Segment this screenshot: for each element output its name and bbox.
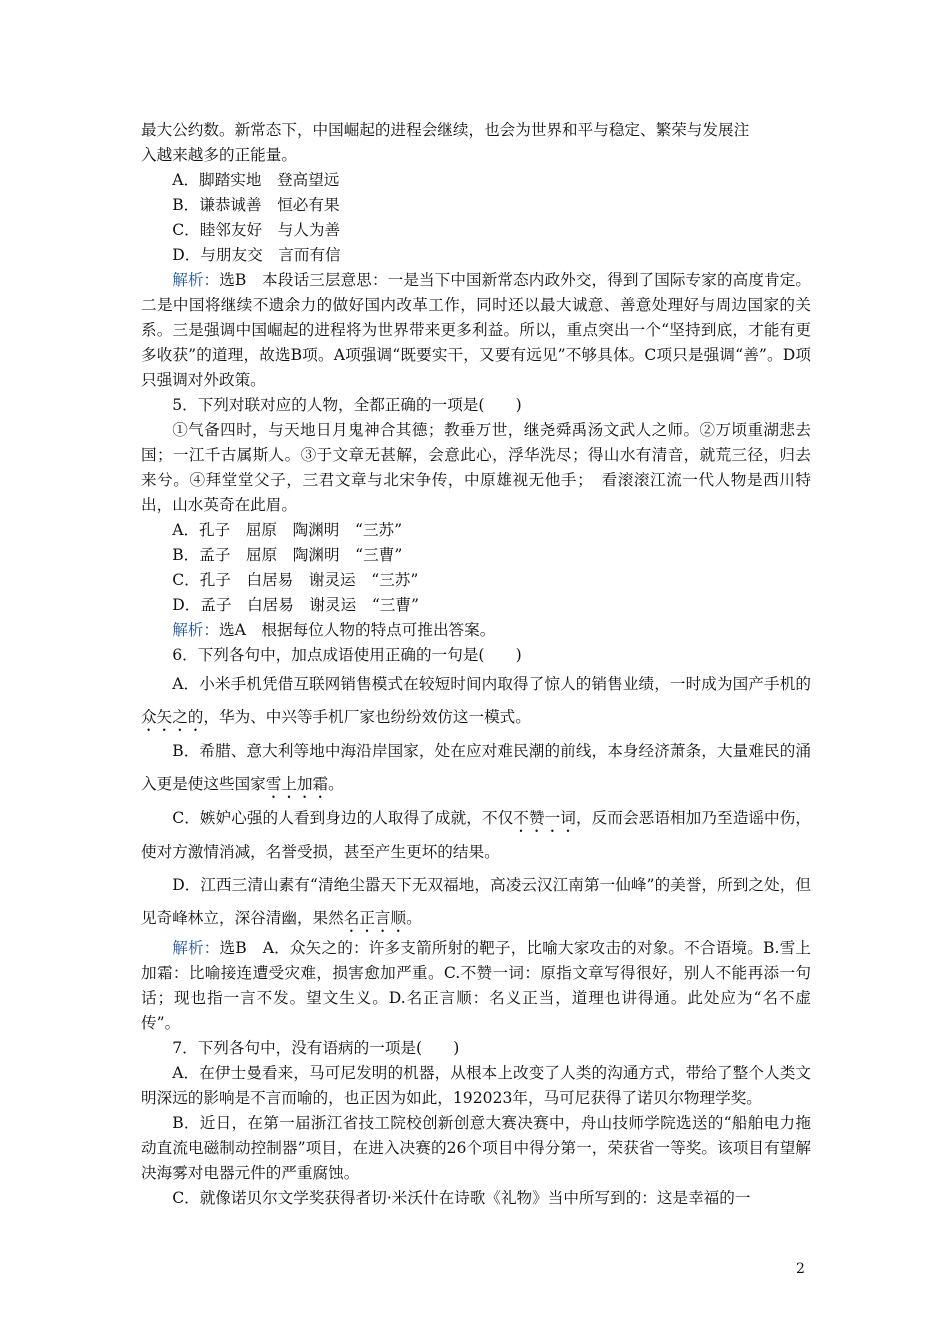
q5-option-d: D．孟子 白居易 谢灵运 “三曹”: [172, 596, 419, 614]
q6-option-d: [141, 869, 811, 936]
q6-c-idiom: 不赞一词: [513, 809, 576, 827]
q7-option-c: C．就像诺贝尔文学奖获得者切·米沃什在诗歌《礼物》当中所写到的：这是幸福的一: [172, 1189, 751, 1207]
q5-stem: 5．下列对联对应的人物，全都正确的一项是( ): [172, 396, 522, 414]
q6-stem: 6．下列各句中，加点成语使用正确的一句是( ): [172, 646, 522, 664]
analysis-label: 解析：: [172, 621, 219, 639]
q6-option-c: [141, 802, 811, 869]
q6-d-idiom: 名正言顺: [343, 909, 407, 927]
q6-option-b: [141, 735, 811, 802]
q5-option-a: A．孔子 屈原 陶渊明 “三苏”: [172, 521, 403, 539]
q4-analysis-text: 选B 本段话三层意思：一是当下中国新常态内政外交，得到了国际专家的高度肯定。二是中国将继续不遗余力的做好国内改革工作，同时还以最大诚意、善意处理好与周边国家的关系。三是强调中国崛起的进程将为世界带来更多利益。所以，重点突出一个“坚持到底，才能有更多收获”的道理，故选B项。A项强调“既要实干，又要有远见”不够具体。C项只是强调“善”。D项只强调对外政策。: [141, 271, 811, 389]
q6-b-idiom: 雪上加霜: [265, 775, 329, 793]
page-number: 2: [796, 1261, 805, 1277]
intro-line-1: 最大公约数。新常态下，中国崛起的进程会继续，也会为世界和平与稳定、繁荣与发展注: [141, 121, 750, 139]
q6-analysis: [141, 936, 811, 1036]
q4-analysis: [141, 268, 811, 393]
q7-option-a: A．在伊士曼看来，马可尼发明的机器，从根本上改变了人类的沟通方式，带给了整个人类文明深远的影响是不言而喻的，也正因为如此，192023年，马可尼获得了诺贝尔物理学奖。: [141, 1064, 811, 1107]
q6-b-post: 。: [328, 775, 344, 793]
q4-option-d: D．与朋友交 言而有信: [172, 246, 341, 264]
q4-option-a: A．脚踏实地 登高望远: [172, 171, 340, 189]
q6-d-post: 。: [406, 909, 422, 927]
q7-option-b: B．近日，在第一届浙江省技工院校创新创意大赛决赛中，舟山技师学院选送的“船舶电力拖动直流电磁制动控制器”项目，在进入决赛的26个项目中得分第一，荣获省一等奖。该项目有望解决海雾对电器元件的严重腐蚀。: [141, 1114, 811, 1182]
q5-option-c: C．孔子 白居易 谢灵运 “三苏”: [172, 571, 419, 589]
q5-analysis: [141, 618, 811, 643]
q6-a-post: ，华为、中兴等手机厂家也纷纷效仿这一模式。: [203, 708, 531, 726]
q5-analysis-text: 选A 根据每位人物的特点可推出答案。: [218, 621, 496, 639]
q6-option-a: [141, 668, 811, 735]
document-body: [141, 118, 811, 1211]
q4-option-c: C．睦邻友好 与人为善: [172, 221, 341, 239]
q6-a-idiom: 众矢之的: [141, 708, 204, 726]
q4-option-b: B．谦恭诚善 恒必有果: [172, 196, 340, 214]
q6-analysis-text: 选B A．众矢之的：许多支箭所射的靶子，比喻大家攻击的对象。不合语境。B.雪上加霜：比喻接连遭受灾难，损害愈加严重。C.不赞一词：原指文章写得很好，别人不能再添一句话；现也指一言不发。望文生义。D.名正言顺：名义正当，道理也讲得通。此处应为“名不虚传”。: [141, 939, 811, 1032]
q6-c-post: ，反而会恶语相加乃至造谣中伤，使对方激情消减，名誉受损，甚至产生更坏的结果。: [141, 809, 811, 861]
q6-c-pre: C．嫉妒心强的人看到身边的人取得了成就，不仅: [172, 809, 514, 827]
q6-b-pre: B．希腊、意大利等地中海沿岸国家，处在应对难民潮的前线，本身经济萧条，大量难民的涌入更是使这些国家: [141, 742, 811, 793]
analysis-label: 解析：: [172, 939, 220, 957]
analysis-label: 解析：: [172, 271, 220, 289]
q5-body: ①气备四时，与天地日月鬼神合其德；教垂万世，继尧舜禹汤文武人之师。②万顷重湖悲去国；一江千古属斯人。③于文章无甚解，会意此心，浮华洗尽；得山水有清音，就荒三径，归去来兮。④拜堂堂父子，三君文章与北宋争传，中原雄视无他手； 看滚滚江流一代人物是西川特出，山水英奇在此眉。: [141, 421, 811, 514]
q5-option-b: B．孟子 屈原 陶渊明 “三曹”: [172, 546, 403, 564]
q6-a-pre: A．小米手机凭借互联网销售模式在较短时间内取得了惊人的销售业绩，一时成为国产手机的: [172, 675, 811, 693]
intro-line-2: 入越来越多的正能量。: [141, 146, 297, 164]
q6-d-pre: D．江西三清山素有“清绝尘嚣天下无双福地，高凌云汉江南第一仙峰”的美誉，所到之处，但见奇峰林立，深谷清幽，果然: [141, 876, 811, 927]
q7-stem: 7．下列各句中，没有语病的一项是( ): [172, 1039, 460, 1057]
